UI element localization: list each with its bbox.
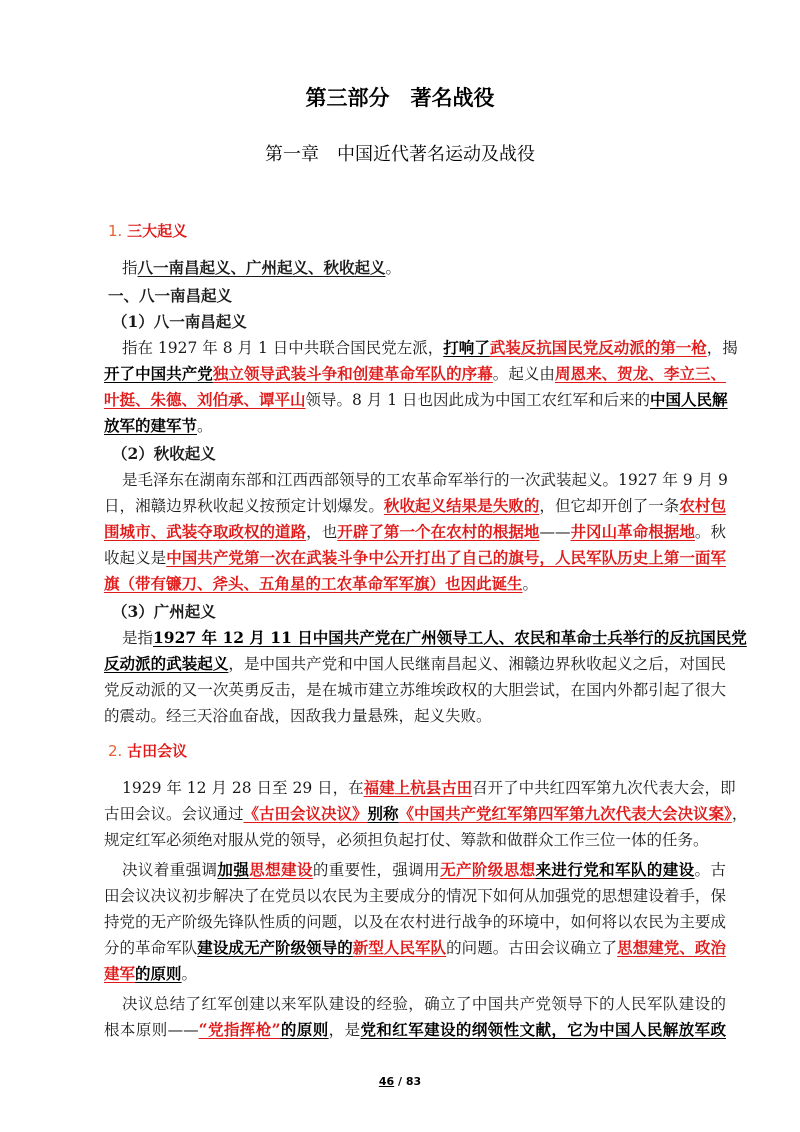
subheading: （3）广州起义 bbox=[112, 602, 216, 621]
subheading: 一、八一南昌起义 bbox=[108, 286, 233, 305]
subheading: （1）八一南昌起义 bbox=[112, 312, 247, 331]
section-heading-1: 1. 三大起义 bbox=[108, 222, 188, 240]
text-line: 是毛泽东在湖南东部和江西西部领导的工农革命军举行的一次武装起义。1927 年 9 月 9 bbox=[122, 471, 728, 489]
text-line: 日，湘赣边界秋收起义按预定计划爆发。秋收起义结果是失败的，但它却开创了一条农村包 bbox=[104, 496, 726, 515]
text-line: 分的革命军队建设成无产阶级领导的新型人民军队的问题。古田会议确立了思想建党、政治 bbox=[104, 938, 726, 957]
text-line: 旗（带有镰刀、斧头、五角星的工农革命军军旗）也因此诞生。 bbox=[104, 574, 539, 593]
page-number: 46 / 83 bbox=[378, 1075, 422, 1088]
text-line: 开了中国共产党独立领导武装斗争和创建革命军队的序幕。起义由周恩来、贺龙、李立三、 bbox=[104, 364, 726, 383]
text-line: 1929 年 12 月 28 日至 29 日，在福建上杭县古田召开了中共红四军第九次代表大会，即 bbox=[122, 778, 736, 797]
part-title: 第三部分 著名战役 bbox=[305, 85, 495, 110]
section-heading-2: 2. 古田会议 bbox=[108, 742, 188, 760]
text-line: 古田会议。会议通过《古田会议决议》别称《中国共产党红军第四军第九次代表大会决议案》， bbox=[104, 804, 748, 823]
text-line: 田会议决议初步解决了在党员以农民为主要成分的情况下如何从加强党的思想建设着手，保 bbox=[104, 887, 726, 905]
text-line: 围城市、武装夺取政权的道路，也开辟了第一个在农村的根据地——井冈山革命根据地。秋 bbox=[104, 522, 726, 541]
subheading: （2）秋收起义 bbox=[112, 444, 216, 463]
text-line: 叶挺、朱德、刘伯承、谭平山领导。8 月 1 日也因此成为中国工农红军和后来的中国人民解 bbox=[104, 390, 728, 409]
text-line: 决议着重强调加强思想建设的重要性，强调用无产阶级思想来进行党和军队的建设。古 bbox=[122, 860, 726, 879]
text-line: 是指1927 年 12 月 11 日中国共产党在广州领导工人、农民和革命士兵举行的反抗国民党 bbox=[122, 628, 747, 647]
text-line: 的震动。经三天浴血奋战，因敌我力量悬殊，起义失败。 bbox=[104, 707, 492, 725]
text-line: 放军的建军节。 bbox=[104, 416, 213, 435]
text-line: 指八一南昌起义、广州起义、秋收起义。 bbox=[122, 258, 402, 277]
text-line: 党反动派的又一次英勇反击，是在城市建立苏维埃政权的大胆尝试，在国内外都引起了很大 bbox=[104, 681, 726, 699]
text-line: 指在 1927 年 8 月 1 日中共联合国民党左派，打响了武装反抗国民党反动派的第一枪，揭 bbox=[122, 338, 738, 357]
chapter-title: 第一章 中国近代著名运动及战役 bbox=[265, 144, 535, 165]
text-line: 收起义是中国共产党第一次在武装斗争中公开打出了自己的旗号，人民军队历史上第一面军 bbox=[104, 548, 726, 567]
text-line: 建军的原则。 bbox=[104, 964, 198, 983]
text-line: 根本原则——“党指挥枪”的原则，是党和红军建设的纲领性文献，它为中国人民解放军政 bbox=[104, 1020, 726, 1039]
text-line: 反动派的武装起义，是中国共产党和中国人民继南昌起义、湘赣边界秋收起义之后，对国民 bbox=[104, 654, 726, 673]
text-line: 规定红军必须绝对服从党的领导，必须担负起打仗、筹款和做群众工作三位一体的任务。 bbox=[104, 831, 709, 849]
text-line: 决议总结了红军创建以来军队建设的经验，确立了中国共产党领导下的人民军队建设的 bbox=[122, 995, 726, 1013]
text-line: 持党的无产阶级先锋队性质的问题，以及在农村进行战争的环境中，如何将以农民为主要成 bbox=[104, 913, 726, 931]
